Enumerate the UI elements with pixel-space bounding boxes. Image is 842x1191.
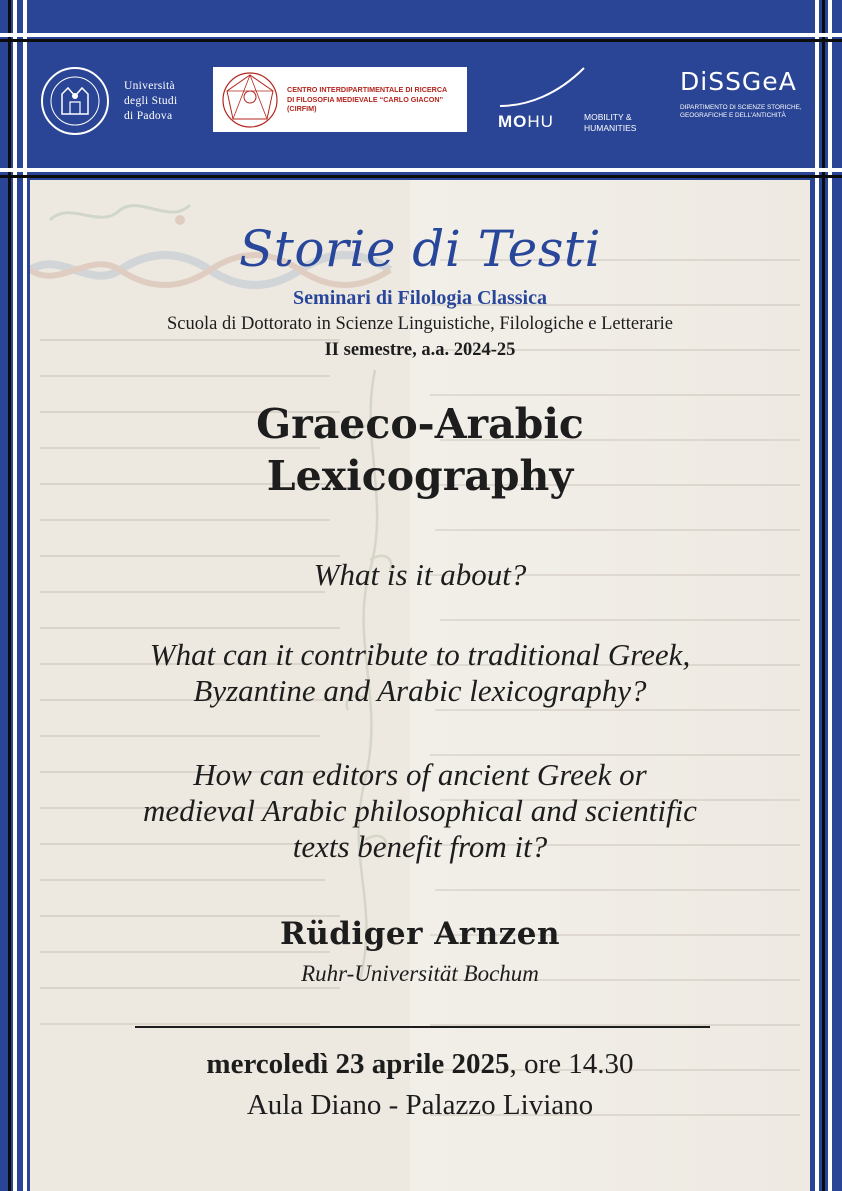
mohu-logo bbox=[498, 64, 658, 139]
doctoral-school: Scuola di Dottorato in Scienze Linguistiche, Filologiche e Letterarie bbox=[166, 314, 674, 334]
mohu-word-bold: MO bbox=[498, 112, 528, 131]
cirfim-logo bbox=[213, 67, 467, 132]
question-line: What can it contribute to traditional Greek, bbox=[149, 637, 691, 672]
semester: II semestre, a.a. 2024-25 bbox=[324, 340, 516, 360]
series-title: Storie di Testi bbox=[238, 220, 602, 278]
question-2 bbox=[30, 637, 810, 709]
mohu-line: HUMANITIES bbox=[584, 123, 637, 133]
question-1 bbox=[30, 557, 810, 593]
unipd-line: di Padova bbox=[124, 109, 173, 122]
question-line: medieval Arabic philosophical and scientific bbox=[143, 793, 697, 828]
event-date-time: , ore 14.30 bbox=[509, 1048, 634, 1080]
event-date-day: mercoledì 23 aprile 2025 bbox=[206, 1048, 510, 1080]
event-date bbox=[30, 1048, 810, 1081]
question-line: Byzantine and Arabic lexicography? bbox=[193, 673, 647, 708]
event-place: Aula Diano - Palazzo Liviano bbox=[246, 1089, 594, 1121]
header bbox=[0, 0, 842, 180]
manuscript-background bbox=[30, 180, 810, 1191]
cirfim-line: (CIRFIM) bbox=[287, 104, 317, 114]
unipd-line: degli Studi bbox=[124, 94, 178, 107]
mohu-word-rest: HU bbox=[527, 112, 554, 131]
question-line: texts benefit from it? bbox=[292, 829, 548, 864]
dissgea-line: DIPARTIMENTO DI SCIENZE STORICHE, bbox=[680, 104, 802, 111]
cirfim-line: DI FILOSOFIA MEDIEVALE “CARLO GIACON” bbox=[287, 94, 444, 104]
talk-title-line: Lexicography bbox=[266, 452, 574, 500]
mohu-line: MOBILITY & bbox=[584, 112, 632, 122]
question-3 bbox=[30, 757, 810, 865]
series-subtitle: Seminari di Filologia Classica bbox=[293, 287, 547, 309]
dissgea-line: GEOGRAFICHE E DELL’ANTICHITÀ bbox=[680, 112, 786, 119]
divider bbox=[135, 1026, 710, 1028]
cirfim-line: CENTRO INTERDIPARTIMENTALE DI RICERCA bbox=[287, 85, 448, 95]
dissgea-wordmark: DiSSGeA bbox=[680, 67, 797, 96]
university-seal-icon bbox=[40, 66, 110, 136]
poster-content bbox=[30, 180, 810, 1191]
unipd-logo bbox=[40, 66, 177, 136]
talk-title-line: Graeco-Arabic bbox=[256, 400, 584, 448]
question-line: What is it about? bbox=[313, 557, 527, 592]
mohu-swoosh-icon bbox=[498, 64, 588, 112]
speaker-affiliation: Ruhr-Universität Bochum bbox=[301, 961, 539, 986]
speaker-name: Rüdiger Arnzen bbox=[279, 916, 561, 952]
dissgea-logo bbox=[680, 68, 802, 120]
unipd-line: Università bbox=[124, 79, 175, 92]
cirfim-geometric-logo-icon bbox=[215, 69, 285, 131]
question-line: How can editors of ancient Greek or bbox=[193, 757, 647, 792]
talk-title bbox=[30, 398, 810, 502]
